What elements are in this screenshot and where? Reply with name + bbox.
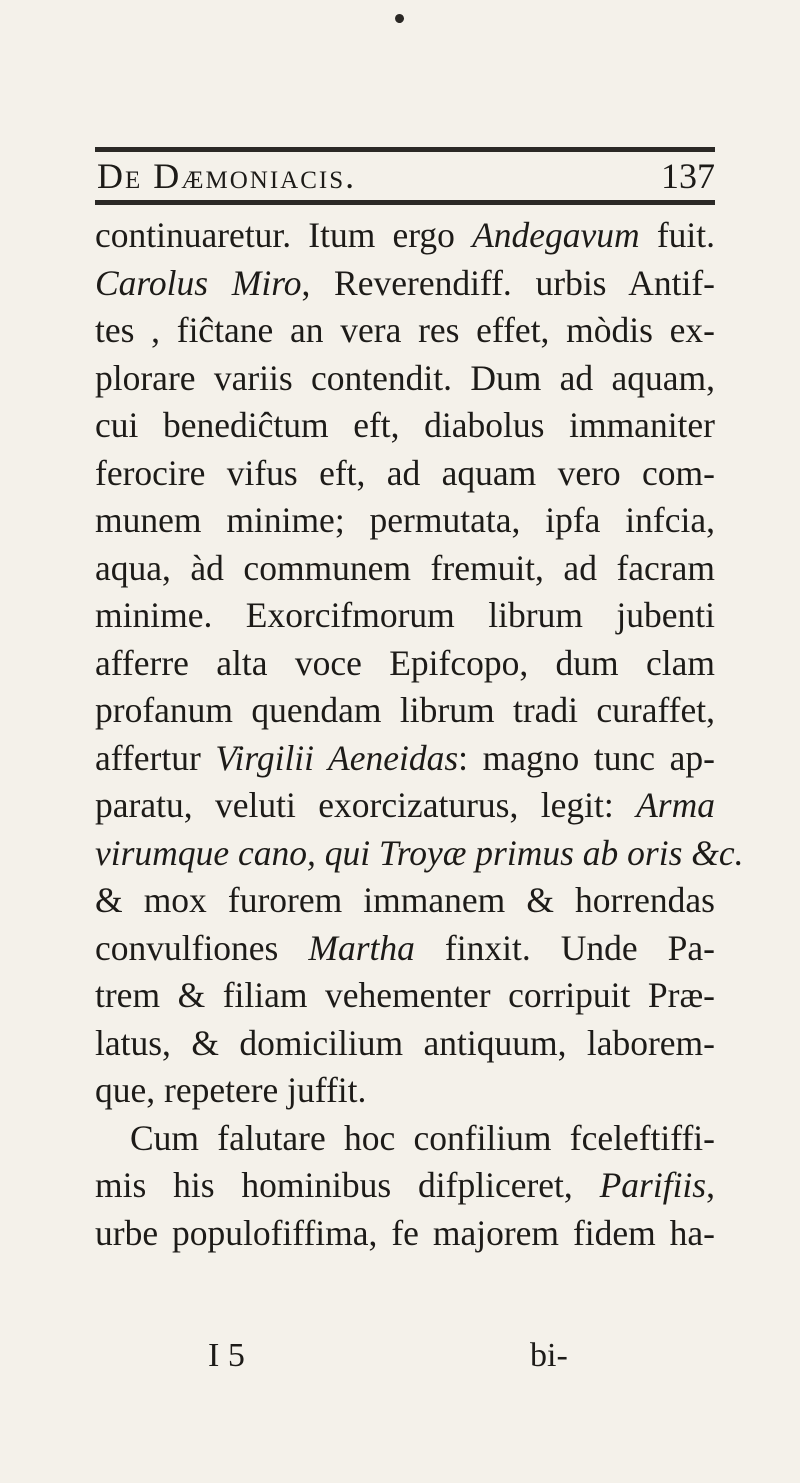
text-run: Cum falutare hoc confilium fceleftiffi-	[130, 1117, 715, 1158]
text-run: convulfiones	[95, 927, 309, 968]
text-line	[95, 1210, 715, 1258]
text-line	[95, 1115, 715, 1163]
text-run: : magno tunc ap-	[458, 737, 715, 778]
text-run: fuit.	[639, 215, 715, 255]
italic-run: Virgilii Aeneidas	[215, 737, 459, 778]
text-line	[95, 925, 715, 973]
catchword: bi-	[530, 1337, 568, 1374]
text-line	[95, 260, 715, 308]
text-run: urbe populofiffima, fe majorem fidem ha-	[95, 1212, 715, 1253]
text-run: que, repetere juffit.	[95, 1070, 367, 1110]
text-run: mis his hominibus difpliceret,	[95, 1165, 600, 1205]
italic-run: Parifiis	[599, 1165, 707, 1205]
text-run: paratu, veluti exorcizaturus, legit:	[95, 785, 637, 825]
italic-run: Arma	[636, 785, 715, 825]
text-run: plorare variis contendit. Dum ad aquam,	[95, 357, 715, 398]
text-run: ,	[706, 1165, 715, 1205]
text-line	[95, 972, 715, 1020]
text-line	[95, 212, 715, 260]
ink-speck	[394, 13, 406, 25]
text-run: cui benediĉtum eft, diabolus immaniter	[95, 405, 715, 445]
text-run: tes , fiĉtane an vera res effet, mòdis ex-	[95, 310, 715, 350]
running-header	[95, 153, 715, 199]
text-run: finxit. Unde Pa-	[414, 927, 715, 968]
text-run: afferre alta voce Epifcopo, dum clam	[95, 642, 715, 683]
text-line	[95, 545, 715, 593]
page-number: 137	[661, 156, 715, 196]
text-line	[95, 402, 715, 450]
text-run: continuaretur. Itum ergo	[95, 215, 473, 255]
text-line	[95, 450, 715, 498]
text-run: affertur	[95, 737, 216, 778]
text-line	[95, 1162, 715, 1210]
text-run: ferocire vifus eft, ad aquam vero com-	[95, 452, 715, 493]
text-line	[95, 687, 715, 735]
page-footer	[95, 1337, 715, 1381]
text-line	[95, 307, 715, 355]
text-line	[95, 1020, 715, 1068]
text-run: latus, & domicilium antiquum, laborem-	[95, 1022, 715, 1063]
signature-mark: I 5	[208, 1337, 245, 1374]
running-title: De Dæmoniacis.	[97, 156, 357, 196]
text-line	[95, 1067, 715, 1115]
text-line	[95, 497, 715, 545]
italic-run: Andegavum	[472, 215, 640, 255]
header-rule-bottom	[95, 200, 715, 205]
italic-run: Martha	[308, 927, 415, 968]
text-run: & mox furorem immanem & horrendas	[95, 880, 715, 920]
body-text	[95, 212, 744, 1257]
text-run: minime. Exorcifmorum librum jubenti	[95, 595, 715, 635]
text-line	[95, 640, 715, 688]
text-line	[95, 782, 715, 830]
text-line	[95, 735, 715, 783]
text-run: , Reverendiff. urbis Antif-	[301, 262, 715, 303]
text-line	[95, 592, 715, 640]
header-rule-top	[95, 147, 715, 152]
italic-run: Carolus Miro	[95, 262, 302, 303]
text-line	[95, 355, 715, 403]
text-line	[95, 830, 744, 878]
text-run: profanum quendam librum tradi curaffet,	[95, 690, 715, 730]
text-run: trem & filiam vehementer corripuit Præ-	[95, 975, 715, 1015]
italic-run: virumque cano, qui Troyæ primus ab oris &c.	[95, 832, 744, 873]
text-line	[95, 877, 715, 925]
text-run: aqua, àd communem fremuit, ad facram	[95, 547, 715, 588]
text-run: munem minime; permutata, ipfa infcia,	[95, 500, 715, 540]
